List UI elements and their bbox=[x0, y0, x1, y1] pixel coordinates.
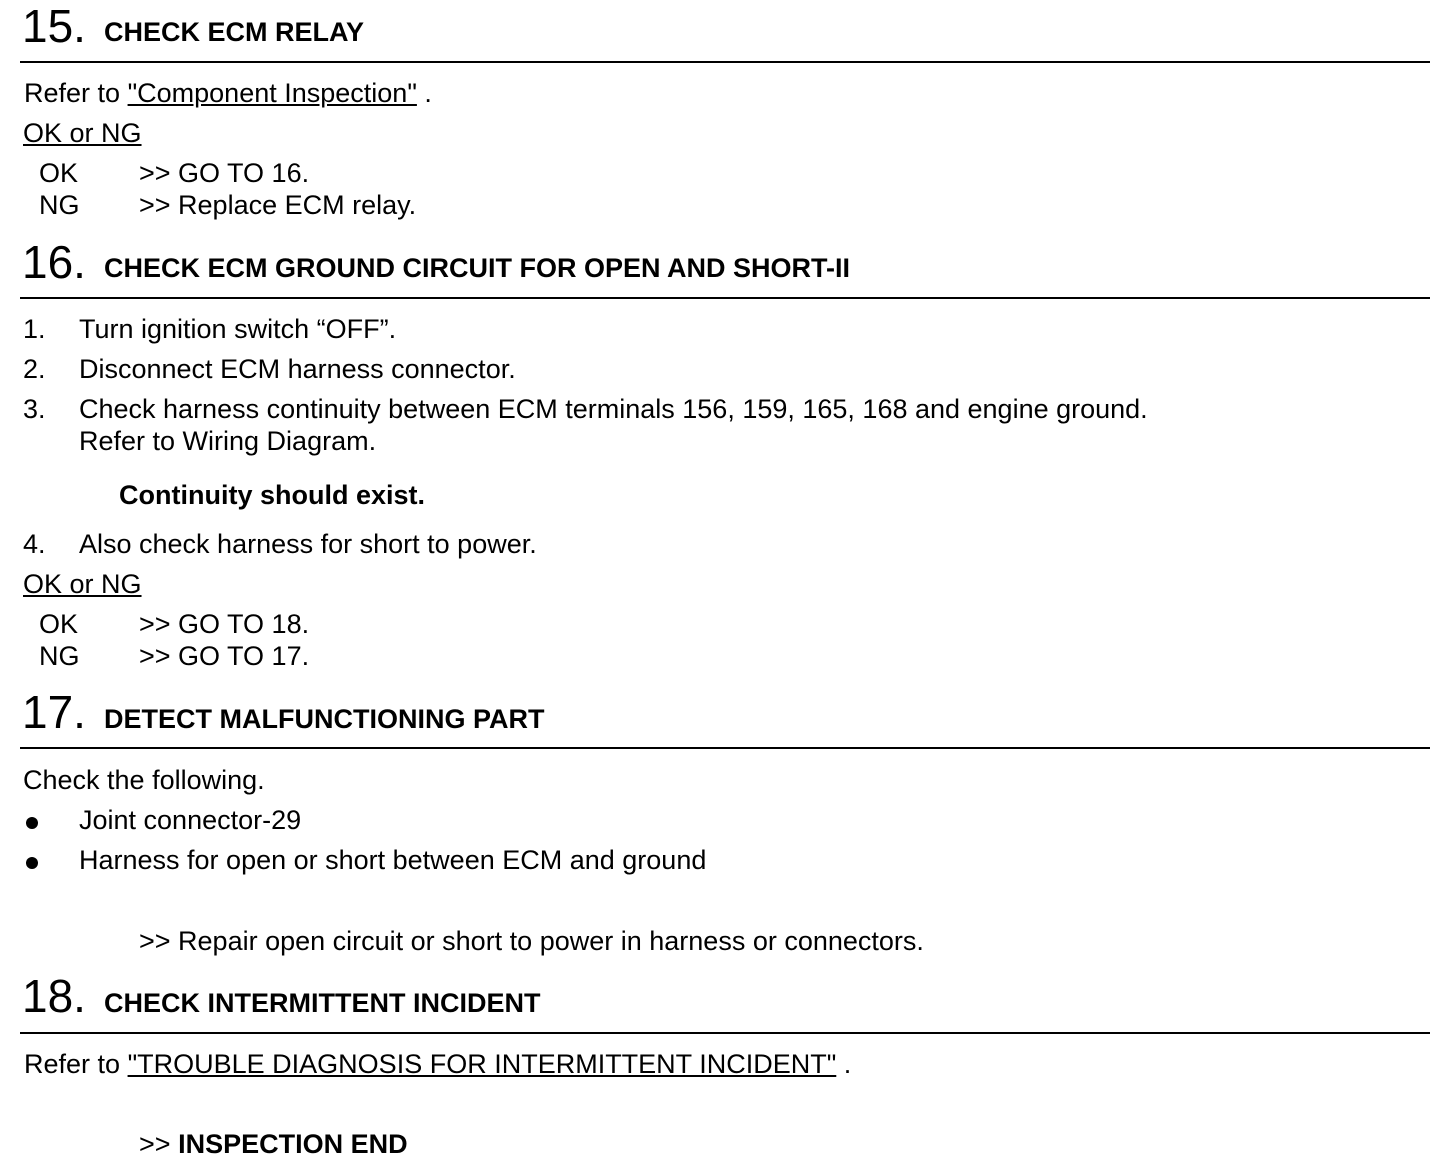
result-action-ok: >> GO TO 18. bbox=[139, 609, 310, 639]
result-action-ng: >> Replace ECM relay. bbox=[139, 190, 417, 220]
step-text-continued: Refer to Wiring Diagram. bbox=[79, 426, 377, 456]
step-index: 3. bbox=[23, 394, 46, 424]
end-prefix: >> bbox=[139, 1129, 171, 1159]
section-divider bbox=[20, 1032, 1430, 1034]
bullet-dot-icon bbox=[26, 817, 38, 829]
step-number: 15. bbox=[22, 0, 86, 52]
repair-action: >> Repair open circuit or short to power in harness or connectors. bbox=[139, 926, 924, 956]
step-index: 1. bbox=[23, 314, 46, 344]
refer-suffix: . bbox=[424, 78, 432, 108]
section-divider bbox=[20, 61, 1430, 63]
result-action-ok: >> GO TO 16. bbox=[139, 158, 310, 188]
step-text: Disconnect ECM harness connector. bbox=[79, 354, 516, 384]
result-code-ng: NG bbox=[39, 190, 80, 220]
bullet-text: Harness for open or short between ECM and ground bbox=[79, 845, 707, 875]
step-text: Check harness continuity between ECM terminals 156, 159, 165, 168 and engine ground. bbox=[79, 394, 1148, 424]
section-divider bbox=[20, 747, 1430, 749]
step-title: DETECT MALFUNCTIONING PART bbox=[104, 704, 545, 734]
refer-prefix: Refer to bbox=[24, 78, 121, 108]
step-title: CHECK ECM GROUND CIRCUIT FOR OPEN AND SHORT-II bbox=[104, 253, 851, 283]
section-divider bbox=[20, 297, 1430, 299]
refer-line bbox=[24, 77, 432, 109]
refer-line bbox=[24, 1048, 851, 1080]
bullet-dot-icon bbox=[26, 857, 38, 869]
step-index: 4. bbox=[23, 529, 46, 559]
refer-prefix: Refer to bbox=[24, 1049, 121, 1079]
step-text: Also check harness for short to power. bbox=[79, 529, 537, 559]
bullet-text: Joint connector-29 bbox=[79, 805, 302, 835]
step-number: 18. bbox=[22, 970, 86, 1022]
result-action-ng: >> GO TO 17. bbox=[139, 641, 310, 671]
refer-suffix: . bbox=[843, 1049, 852, 1079]
step-number: 16. bbox=[22, 236, 86, 288]
intermittent-incident-link[interactable]: "TROUBLE DIAGNOSIS FOR INTERMITTENT INCIDENT" bbox=[127, 1049, 837, 1079]
spec-text: Continuity should exist. bbox=[119, 480, 426, 510]
result-code-ok: OK bbox=[39, 609, 79, 639]
intro-text: Check the following. bbox=[23, 765, 265, 795]
step-index: 2. bbox=[23, 354, 46, 384]
ok-ng-label: OK or NG bbox=[23, 118, 142, 148]
result-code-ok: OK bbox=[39, 158, 79, 188]
result-code-ng: NG bbox=[39, 641, 80, 671]
step-number: 17. bbox=[22, 686, 86, 738]
step-text: Turn ignition switch “OFF”. bbox=[79, 314, 397, 344]
inspection-end bbox=[139, 1128, 408, 1160]
step-title: CHECK ECM RELAY bbox=[104, 17, 365, 47]
end-text: INSPECTION END bbox=[178, 1129, 408, 1159]
component-inspection-link[interactable]: "Component Inspection" bbox=[127, 78, 417, 108]
ok-ng-label: OK or NG bbox=[23, 569, 142, 599]
step-title: CHECK INTERMITTENT INCIDENT bbox=[104, 988, 541, 1018]
